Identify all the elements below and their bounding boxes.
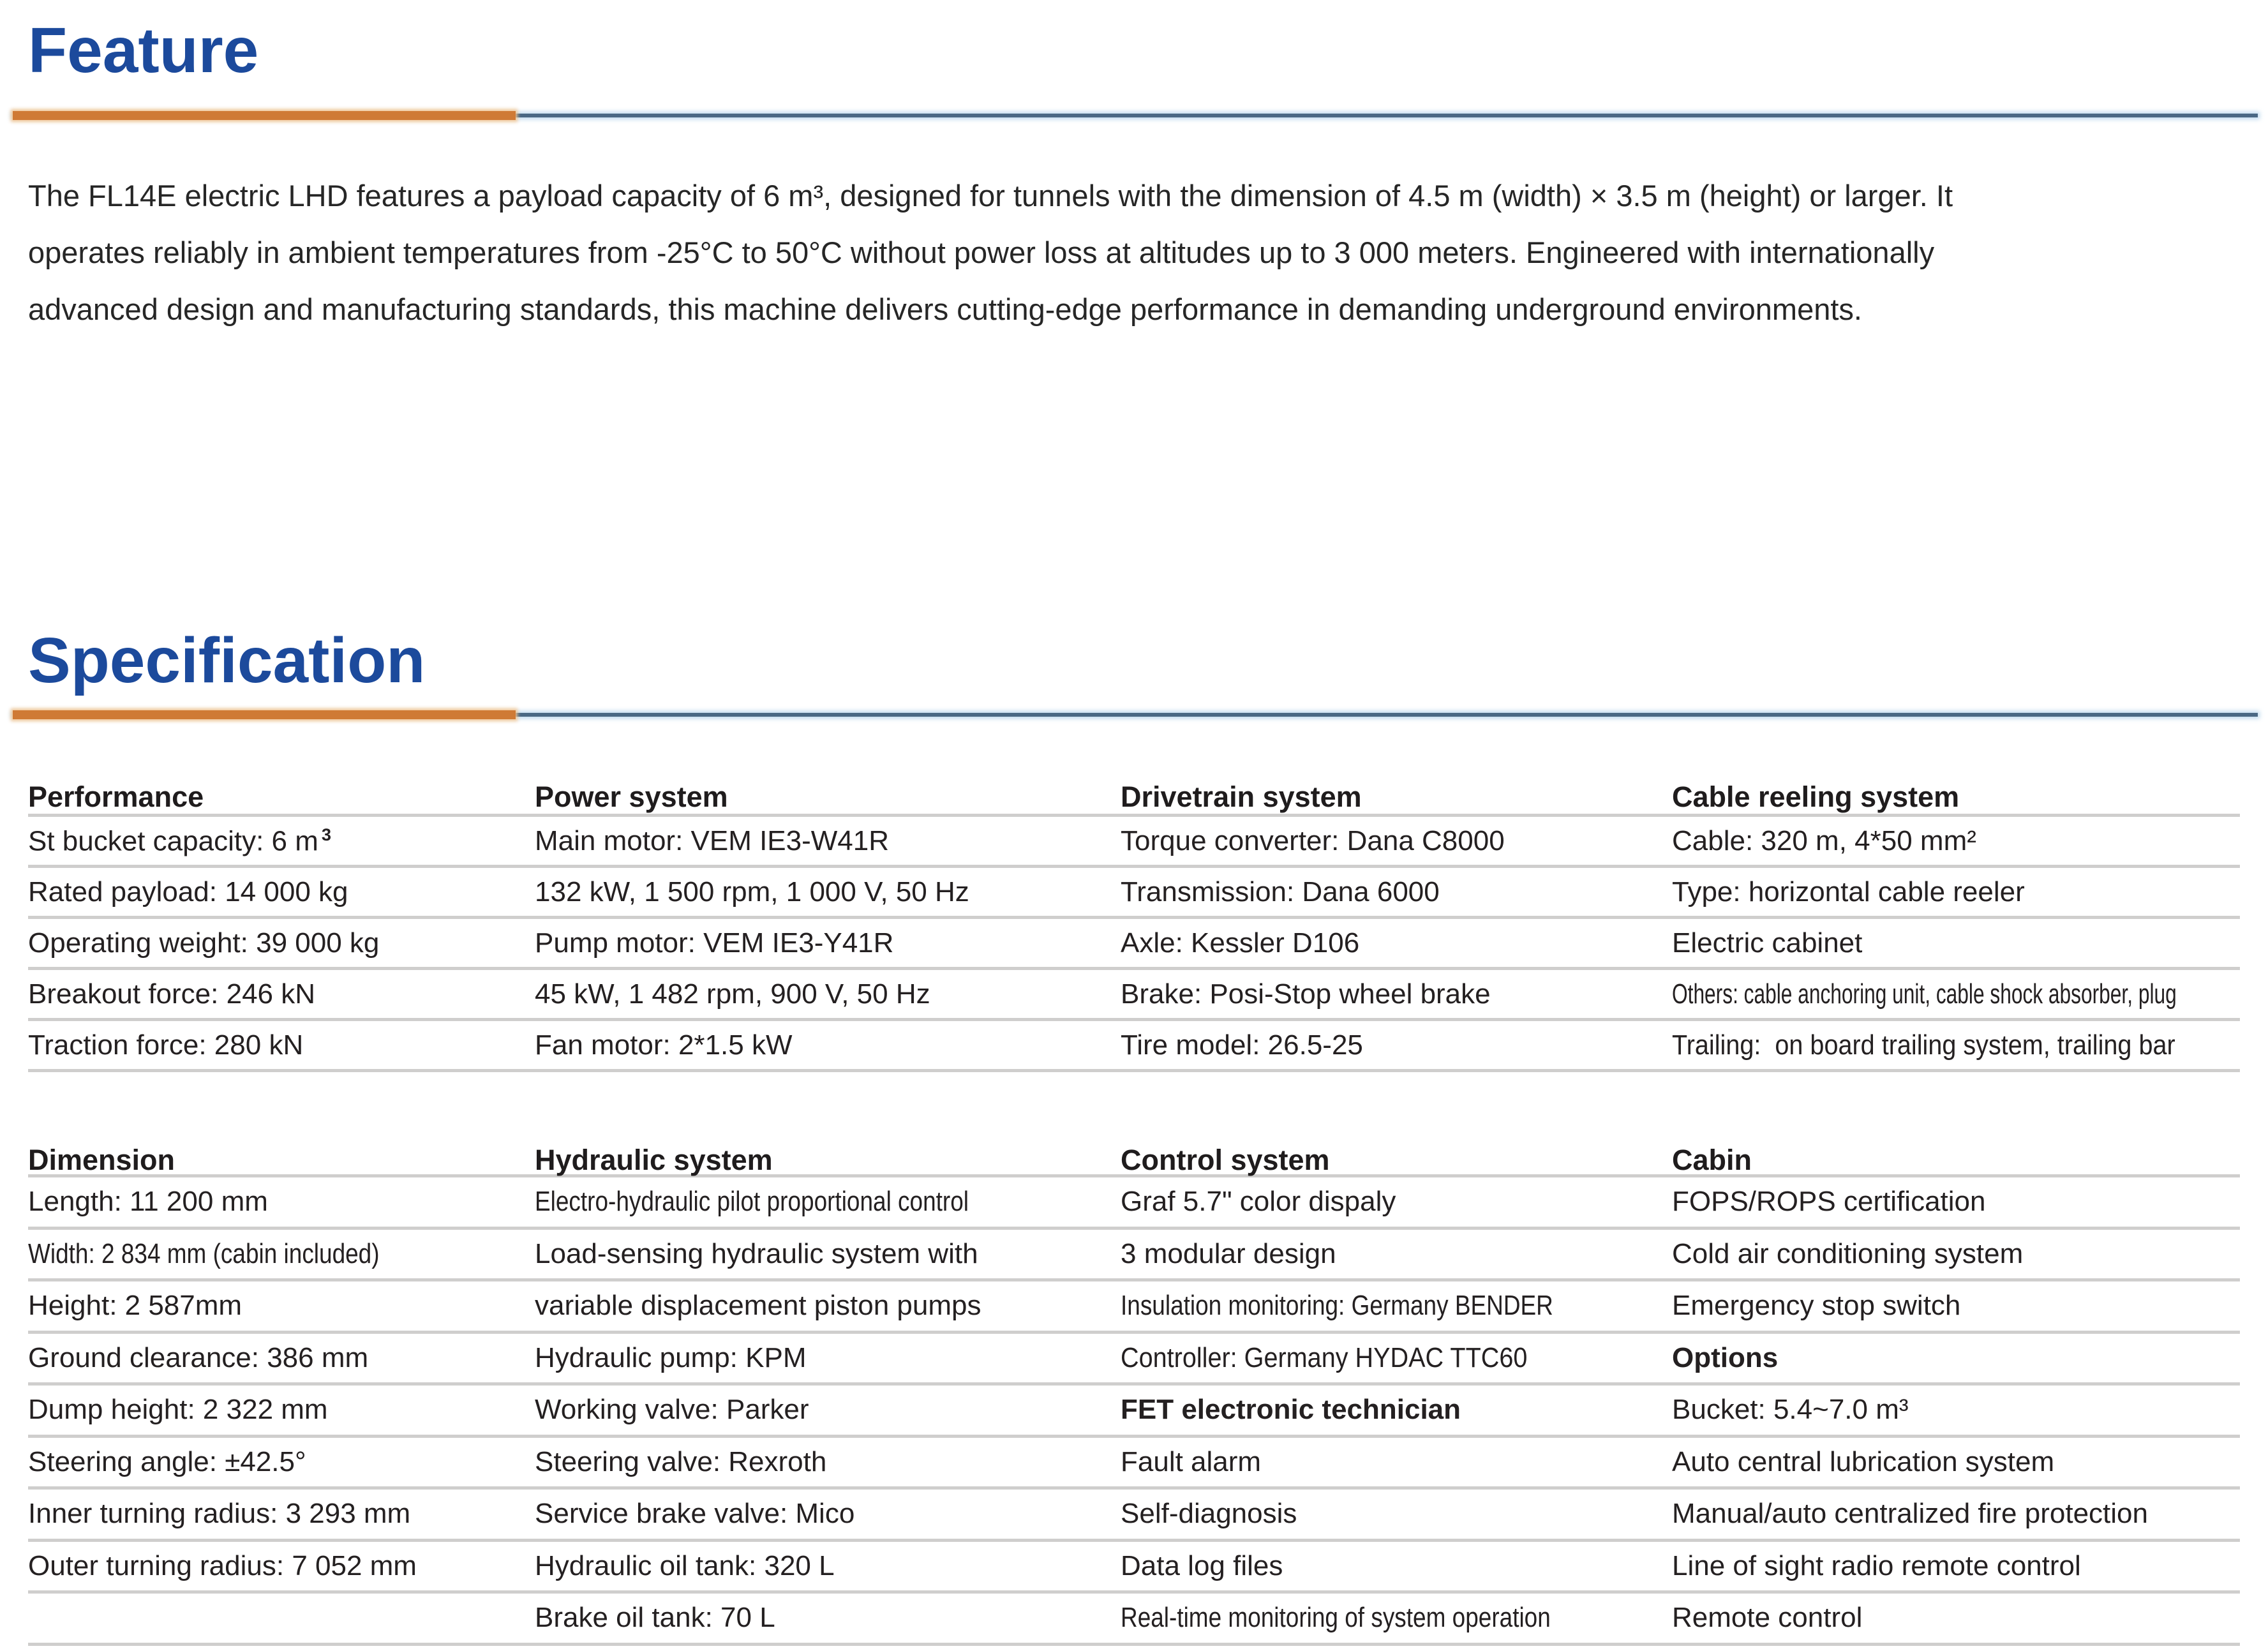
table-cell: Cold air conditioning system xyxy=(1672,1237,2024,1269)
table-row xyxy=(28,970,2240,1021)
table-cell: Controller: Germany HYDAC TTC60 xyxy=(1121,1341,1528,1373)
table-cell: Inner turning radius: 3 293 mm xyxy=(28,1498,411,1530)
table-row xyxy=(28,1490,2240,1542)
feature-paragraph xyxy=(28,167,2262,338)
table-cell: Working valve: Parker xyxy=(535,1394,809,1426)
table-row xyxy=(28,919,2240,970)
table-header-row xyxy=(28,1146,2240,1177)
table-cell: Fan motor: 2*1.5 kW xyxy=(535,1029,793,1061)
table-cell: Trailing: on board trailing system, trailing bar xyxy=(1672,1029,2175,1061)
column-header-cabin: Cabin xyxy=(1672,1144,1752,1176)
table-cell: Real-time monitoring of system operation xyxy=(1121,1602,1551,1634)
column-header-dimension: Dimension xyxy=(28,1144,175,1176)
spec-table-performance xyxy=(28,780,2240,1072)
table-cell: Steering angle: ±42.5° xyxy=(28,1446,306,1477)
column-header-power-system: Power system xyxy=(535,781,728,813)
table-cell-options-header: Options xyxy=(1672,1341,1779,1373)
table-cell: Fault alarm xyxy=(1121,1446,1262,1477)
table-row xyxy=(28,1281,2240,1334)
table-cell: Rated payload: 14 000 kg xyxy=(28,876,348,908)
paragraph-line: The FL14E electric LHD features a payload capacity of 6 m³, designed for tunnels with the dimension of 4.5 m (width) × 3.5 m (height) or larger. It xyxy=(28,179,1953,213)
table-cell: Torque converter: Dana C8000 xyxy=(1121,825,1505,856)
table-cell: Emergency stop switch xyxy=(1672,1290,1961,1322)
table-cell: Pump motor: VEM IE3-Y41R xyxy=(535,927,894,959)
table-cell: 3 modular design xyxy=(1121,1237,1336,1269)
column-header-control-system: Control system xyxy=(1121,1144,1330,1176)
table-cell: Brake oil tank: 70 L xyxy=(535,1602,775,1634)
table-cell: Insulation monitoring: Germany BENDER xyxy=(1121,1290,1553,1322)
table-cell: Outer turning radius: 7 052 mm xyxy=(28,1550,417,1581)
table-cell: St bucket capacity: 6 m $^3$ xyxy=(28,825,332,857)
table-cell: Auto central lubrication system xyxy=(1672,1446,2055,1477)
table-cell: Dump height: 2 322 mm xyxy=(28,1394,328,1426)
table-cell: 45 kW, 1 482 rpm, 900 V, 50 Hz xyxy=(535,978,930,1010)
orange-accent-bar xyxy=(13,111,516,120)
table-cell: Remote control xyxy=(1672,1602,1863,1634)
table-cell: Length: 11 200 mm xyxy=(28,1186,268,1218)
table-row xyxy=(28,1542,2240,1594)
column-header-hydraulic-system: Hydraulic system xyxy=(535,1144,773,1176)
table-cell: Others: cable anchoring unit, cable shock absorber, plug xyxy=(1672,978,2177,1010)
superscript-3: 3 xyxy=(321,825,332,845)
feature-heading: Feature xyxy=(28,15,259,86)
table-cell: Type: horizontal cable reeler xyxy=(1672,876,2025,908)
table-cell: Transmission: Dana 6000 xyxy=(1121,876,1440,908)
table-row xyxy=(28,1021,2240,1072)
table-cell: Line of sight radio remote control xyxy=(1672,1550,2081,1581)
specification-underline xyxy=(13,710,2258,720)
feature-underline xyxy=(13,110,2258,121)
table-cell: variable displacement piston pumps xyxy=(535,1290,981,1322)
spec-table-dimension xyxy=(28,1146,2240,1646)
table-cell: Axle: Kessler D106 xyxy=(1121,927,1360,959)
table-cell: Graf 5.7" color dispaly xyxy=(1121,1186,1396,1218)
table-row xyxy=(28,1594,2240,1646)
table-cell: Breakout force: 246 kN xyxy=(28,978,316,1010)
table-cell: Steering valve: Rexroth xyxy=(535,1446,827,1477)
orange-accent-bar xyxy=(13,710,516,719)
table-cell: Tire model: 26.5-25 xyxy=(1121,1029,1363,1061)
table-cell: Hydraulic oil tank: 320 L xyxy=(535,1550,835,1581)
table-cell: Manual/auto centralized fire protection xyxy=(1672,1498,2148,1530)
table-row xyxy=(28,1230,2240,1282)
table-cell: Electric cabinet xyxy=(1672,927,1863,959)
table-cell: Height: 2 587mm xyxy=(28,1290,242,1322)
table-row xyxy=(28,1177,2240,1230)
table-row xyxy=(28,817,2240,868)
table-cell: Load-sensing hydraulic system with xyxy=(535,1237,978,1269)
table-cell: Service brake valve: Mico xyxy=(535,1498,855,1530)
table-cell: Traction force: 280 kN xyxy=(28,1029,304,1061)
table-cell: Data log files xyxy=(1121,1550,1283,1581)
table-cell: Cable: 320 m, 4*50 mm² xyxy=(1672,825,1976,856)
table-cell: FET electronic technician xyxy=(1121,1394,1461,1426)
table-cell: Brake: Posi-Stop wheel brake xyxy=(1121,978,1491,1010)
paragraph-line: advanced design and manufacturing standards, this machine delivers cutting-edge performance in demanding underground environments. xyxy=(28,292,1862,326)
specification-heading: Specification xyxy=(28,625,426,696)
column-header-drivetrain-system: Drivetrain system xyxy=(1121,781,1362,813)
column-header-cable-reeling-system: Cable reeling system xyxy=(1672,781,1960,813)
table-cell: Self-diagnosis xyxy=(1121,1498,1297,1530)
table-cell: Width: 2 834 mm (cabin included) xyxy=(28,1237,380,1269)
table-cell: Ground clearance: 386 mm xyxy=(28,1341,369,1373)
table-cell: Hydraulic pump: KPM xyxy=(535,1341,807,1373)
paragraph-line: operates reliably in ambient temperatures from -25°C to 50°C without power loss at altitudes up to 3 000 meters. Engineered with internationally xyxy=(28,235,1935,269)
table-cell: Operating weight: 39 000 kg xyxy=(28,927,380,959)
table-cell: FOPS/ROPS certification xyxy=(1672,1186,1986,1218)
column-header-performance: Performance xyxy=(28,781,204,813)
table-header-row xyxy=(28,780,2240,817)
table-row xyxy=(28,1386,2240,1438)
table-row xyxy=(28,868,2240,919)
table-row xyxy=(28,1438,2240,1490)
table-cell: Main motor: VEM IE3-W41R xyxy=(535,825,890,856)
table-cell: 132 kW, 1 500 rpm, 1 000 V, 50 Hz xyxy=(535,876,969,908)
table-cell: Electro-hydraulic pilot proportional control xyxy=(535,1186,969,1218)
table-row xyxy=(28,1334,2240,1386)
table-cell: Bucket: 5.4~7.0 m³ xyxy=(1672,1394,1909,1426)
